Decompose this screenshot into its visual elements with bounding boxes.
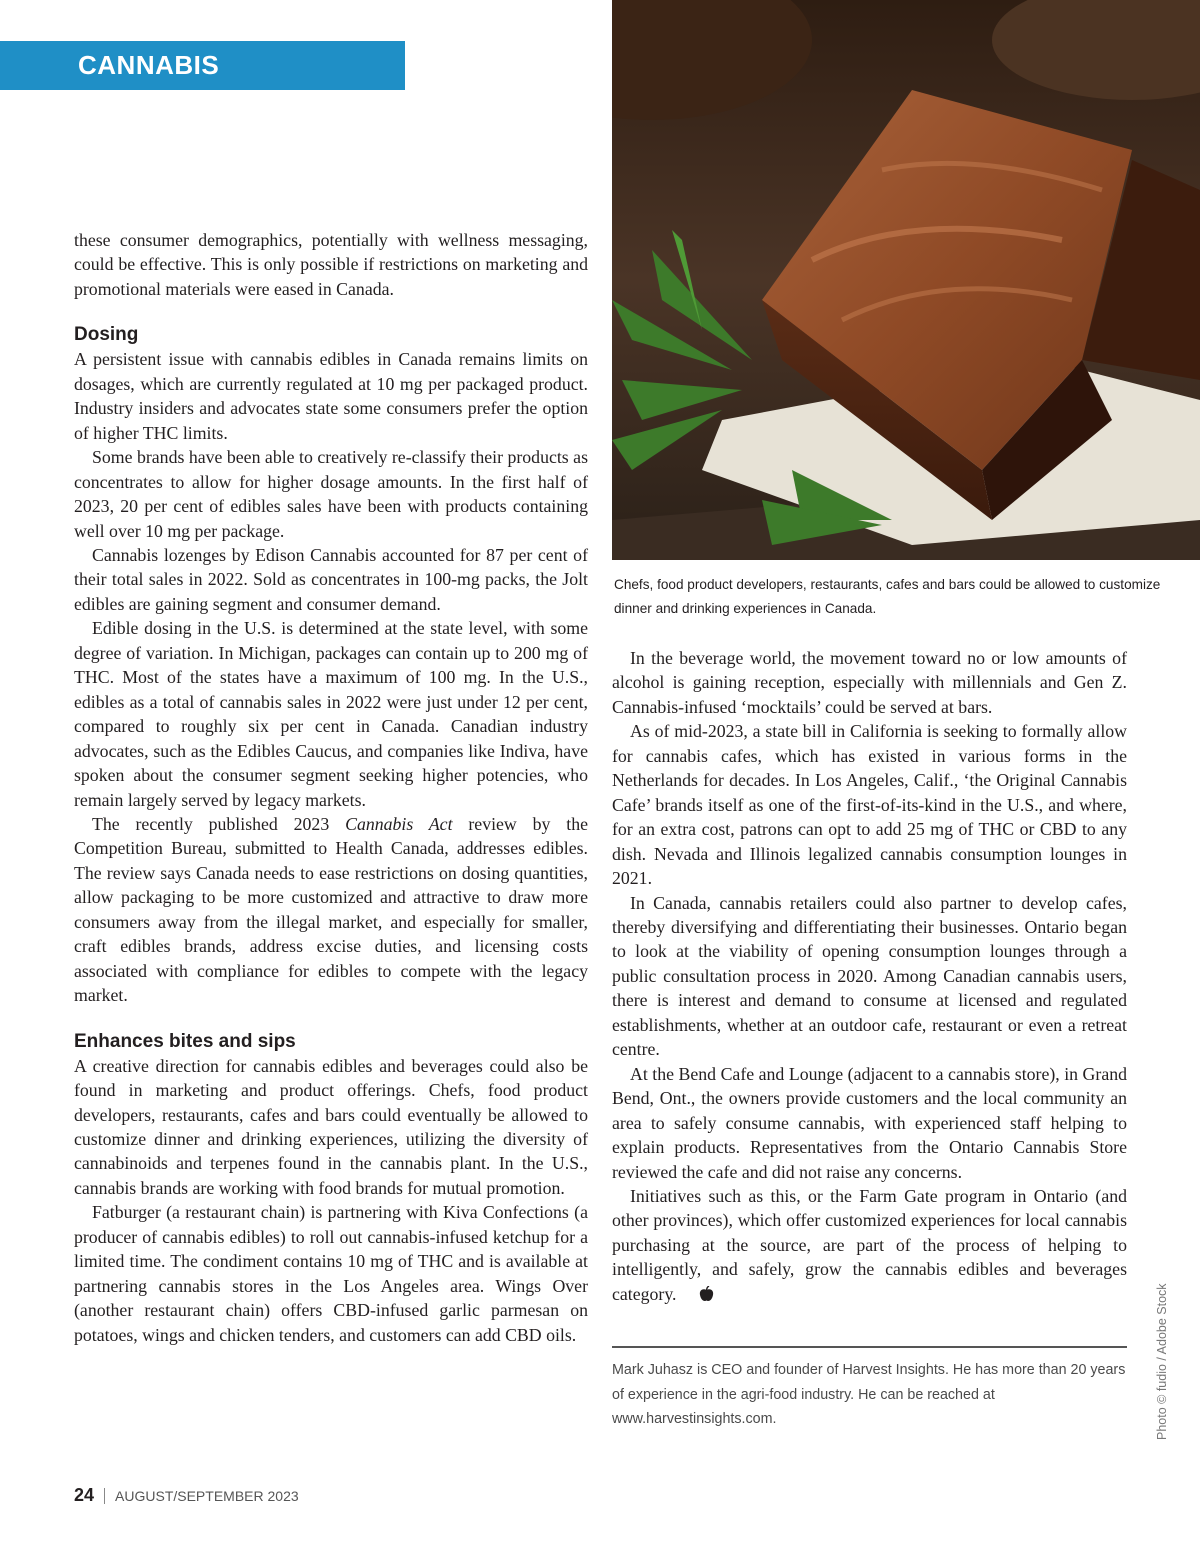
heading-dosing: Dosing (74, 324, 139, 346)
paragraph: A creative direction for cannabis edibles and beverages could also be found in marketing and product offerings. Chefs, food product developers, restaurants, cafes and bars could eventually be allowed to customize dinner and drinking experiences, utilizing the diversity of cannabinoids and terpenes found in the cannabis plant. In the U.S., cannabis brands are working with food brands for mutual promotion. (74, 1055, 588, 1198)
paragraph: A persistent issue with cannabis edibles in Canada remains limits on dosages, which are currently regulated at 10 mg per packaged product. Industry insiders and advocates state some consumers prefer the option of higher THC limits. (74, 349, 588, 443)
paragraph: Some brands have been able to creatively re-classify their products as concentrates to allow for higher dosage amounts. In the first half of 2023, 20 per cent of edibles sales have been with products containing well over 10 mg per package. (74, 447, 588, 541)
right-column (612, 646, 1127, 1308)
paragraph: Fatburger (a restaurant chain) is partnering with Kiva Confections (a producer of cannabis edibles) to roll out cannabis-infused ketchup for a limited time. The condiment contains 10 mg of THC and is available at partnering cannabis stores in the Los Angeles area. Wings Over (another restaurant chain) offers CBD-infused garlic parmesan on potatoes, wings and chicken tenders, and customers can add CBD oils. (74, 1202, 588, 1345)
intro-paragraph: these consumer demographics, potentially with wellness messaging, could be effective. This is only possible if restrictions on marketing and promotional materials were eased in Canada. (74, 230, 588, 299)
section-label: CANNABIS (0, 41, 405, 90)
paragraph: At the Bend Cafe and Lounge (adjacent to a cannabis store), in Grand Bend, Ont., the owners provide customers and the local community an area to safely consume cannabis, with experienced staff helping to explain products. Representatives from the Ontario Cannabis Store reviewed the cafe and did not raise any concerns. (612, 1063, 1127, 1182)
brownie-photo (612, 0, 1200, 560)
paragraph (612, 1184, 1127, 1308)
apple-end-icon (681, 1284, 714, 1308)
author-bio: Mark Juhasz is CEO and founder of Harvest Insights. He has more than 20 years of experience in the agri-food industry. He can be reached at www.harvestinsights.com. (612, 1362, 1126, 1427)
issue-date: AUGUST/SEPTEMBER 2023 (115, 1487, 299, 1504)
page-footer (74, 1485, 299, 1506)
heading-bites-and-sips: Enhances bites and sips (74, 1030, 296, 1052)
paragraph-text: Initiatives such as this, or the Farm Gate program in Ontario (and other provinces), which offer customized experiences for local cannabis purchasing at the source, are part of the process of helping to intelligently, and safely, grow the cannabis edibles and beverages category. (612, 1185, 1127, 1304)
paragraph-text: review by the Competition Bureau, submitted to Health Canada, addresses edibles. The review says Canada needs to ease restrictions on dosing quantities, allow packaging to be more customized and attractive to draw more consumers away from the illegal market, and especially for smaller, craft edibles brands, address excise duties, and licensing costs associated with compliance for edibles to compete with the legacy market. (74, 813, 588, 1006)
paragraph: In the beverage world, the movement toward no or low amounts of alcohol is gaining reception, especially with millennials and Gen Z. Cannabis-infused ‘mocktails’ could be served at bars. (612, 648, 1127, 717)
cannabis-act-title: Cannabis Act (345, 813, 453, 834)
photo-caption: Chefs, food product developers, restaurants, cafes and bars could be allowed to customize dinner and drinking experiences in Canada. (614, 577, 1161, 616)
paragraph: In Canada, cannabis retailers could also partner to develop cafes, thereby diversifying and differentiating their businesses. Ontario began to look at the viability of opening consumption lounges through a public consultation process in 2020. Among Canadian cannabis users, there is interest and demand to consume at licensed and regulated establishments, whether at an outdoor cafe, restaurant or even a retreat centre. (612, 892, 1127, 1060)
paragraph: Edible dosing in the U.S. is determined at the state level, with some degree of variation. In Michigan, packages can contain up to 200 mg of THC. Most of the states have a maximum of 100 mg. In the U.S., edibles as a total of cannabis sales in 2022 were just under 12 per cent, compared to roughly six per cent in Canada. Canadian industry advocates, such as the Edibles Caucus, and companies like Indiva, have spoken about the consumer segment seeking higher potencies, who remain largely served by legacy markets. (74, 618, 588, 810)
paragraph: As of mid-2023, a state bill in California is seeking to formally allow for cannabis cafes, which has existed in various forms in the Netherlands for decades. In Los Angeles, Calif., ‘the Original Cannabis Cafe’ brands itself as one of the first-of-its-kind in the U.S., and where, for an extra cost, patrons can opt to add 25 mg of THC or CBD to any dish. Nevada and Illinois legalized cannabis consumption lounges in 2021. (612, 721, 1127, 889)
left-column (74, 228, 588, 1347)
bio-divider (612, 1346, 1127, 1348)
paragraph: Cannabis lozenges by Edison Cannabis accounted for 87 per cent of their total sales in 2022. Sold as concentrates in 100-mg packs, the Jolt edibles are gaining segment and consumer demand. (74, 544, 588, 614)
paragraph-text: The recently published 2023 (92, 813, 346, 834)
paragraph (74, 812, 588, 1008)
page-number: 24 (74, 1485, 95, 1505)
footer-separator (104, 1488, 105, 1504)
photo-credit: Photo © fudio / Adobe Stock (1155, 1283, 1169, 1440)
